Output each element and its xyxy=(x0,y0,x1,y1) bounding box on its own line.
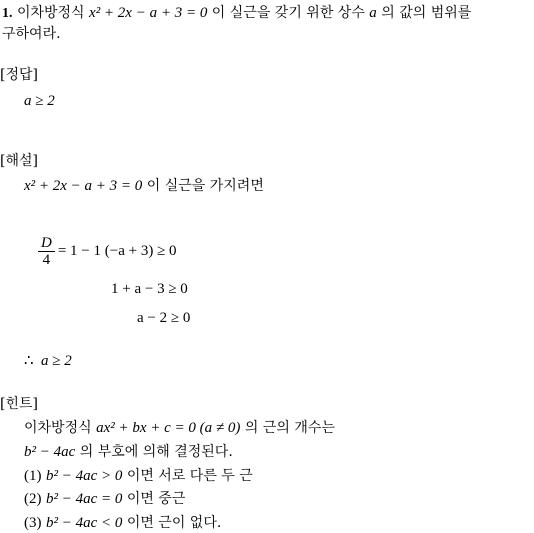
therefore-symbol: ∴ xyxy=(24,353,34,369)
solution-step3: a − 2 ≥ 0 xyxy=(137,310,191,326)
problem-equation: x² + 2x − a + 3 = 0 xyxy=(89,5,208,21)
hint-equation: ax² + bx + c = 0 (a ≠ 0) xyxy=(96,420,241,436)
fraction-numerator: D xyxy=(38,235,55,252)
hint-line2-text: 의 부호에 의해 결정된다. xyxy=(79,444,233,460)
answer-header: [정답] xyxy=(0,67,38,83)
case3-label: (3) xyxy=(24,515,42,531)
problem-line2: 구하여라. xyxy=(2,26,61,42)
hint-text-b: 의 근의 개수는 xyxy=(244,420,335,436)
case2-equation: b² − 4ac = 0 xyxy=(45,491,123,507)
hint-header: [힌트] xyxy=(0,396,38,412)
problem-variable: a xyxy=(369,5,377,21)
answer-value: a ≥ 2 xyxy=(24,93,55,109)
problem-statement xyxy=(2,4,471,23)
case1-equation: b² − 4ac > 0 xyxy=(45,468,123,484)
case3-text: 이면 근이 없다. xyxy=(126,515,222,531)
hint-case1 xyxy=(24,467,253,485)
step1-rhs: = 1 − 1 (−a + 3) ≥ 0 xyxy=(57,243,177,259)
solution-conclusion xyxy=(24,352,72,370)
hint-discriminant: b² − 4ac xyxy=(24,444,76,460)
case2-text: 이면 중근 xyxy=(126,491,186,507)
solution-header: [해설] xyxy=(0,153,38,169)
hint-text-a: 이차방정식 xyxy=(24,420,92,436)
solution-intro-equation: x² + 2x − a + 3 = 0 xyxy=(24,178,143,194)
solution-step2: 1 + a − 3 ≥ 0 xyxy=(111,281,188,297)
problem-text-c: 의 값의 범위를 xyxy=(381,5,472,21)
conclusion-value: a ≥ 2 xyxy=(41,353,72,369)
problem-number: 1. xyxy=(2,6,13,21)
hint-line2 xyxy=(24,443,233,461)
solution-intro-text: 이 실근을 가지려면 xyxy=(146,178,264,194)
solution-step1 xyxy=(38,235,177,268)
fraction-denominator: 4 xyxy=(42,252,51,268)
case1-text: 이면 서로 다른 두 근 xyxy=(126,468,253,484)
case3-equation: b² − 4ac < 0 xyxy=(45,515,123,531)
case1-label: (1) xyxy=(24,468,42,484)
hint-case3 xyxy=(24,514,221,532)
problem-text-b: 이 실근을 갖기 위한 상수 xyxy=(211,5,365,21)
hint-case2 xyxy=(24,490,185,508)
solution-intro xyxy=(24,177,264,195)
case2-label: (2) xyxy=(24,491,42,507)
problem-text-a: 이차방정식 xyxy=(16,5,85,21)
discriminant-fraction xyxy=(38,235,55,268)
hint-line1 xyxy=(24,419,335,437)
